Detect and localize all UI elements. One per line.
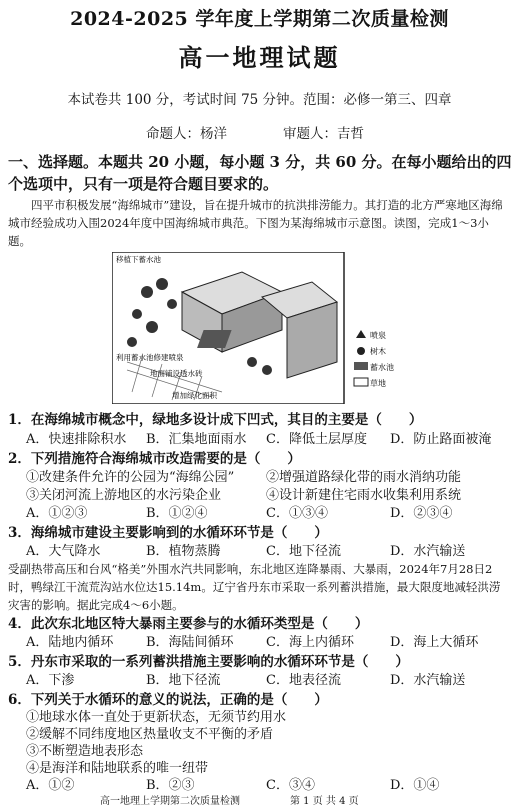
- q3-option-b[interactable]: B．植物蒸腾: [146, 544, 221, 559]
- figure-legend: [354, 330, 394, 388]
- q2-option-d[interactable]: D．②③④: [390, 506, 453, 521]
- setter: 命题人：杨洋: [146, 126, 227, 142]
- q4-option-a[interactable]: A．陆地内循环: [26, 635, 114, 650]
- q2-option-a[interactable]: A．①②③: [26, 506, 88, 521]
- pond-icon: [354, 362, 368, 370]
- q6-option-c[interactable]: C．③④: [266, 778, 315, 793]
- q1-stem: 1．在海绵城市概念中，绿地多设计成下凹式，其目的主要是（ ）: [8, 412, 423, 428]
- legend-fountain: 喷泉: [370, 331, 386, 340]
- q6-stem: 6．下列关于水循环的意义的说法，正确的是（ ）: [8, 692, 328, 708]
- q2-stem: 2．下列措施符合海绵城市改造需要的是（ ）: [8, 451, 301, 467]
- q1-option-a[interactable]: A．快速排除积水: [26, 432, 127, 447]
- q3-option-a[interactable]: A．大气降水: [26, 544, 101, 559]
- q6-item-3: ③不断塑造地表形态: [26, 744, 144, 759]
- q4-option-c[interactable]: C．海上内循环: [266, 635, 354, 650]
- passage-1: 四平市积极发展“海绵城市”建设，旨在提升城市的抗洪排涝能力。其打造的北方严寒地区海绵城市经验成功入围2024年度中国海绵城市典范。下图为某海绵城市示意图。读图，完成1～3小题。: [8, 198, 503, 248]
- q1-option-d[interactable]: D．防止路面被淹: [390, 432, 492, 447]
- q5-option-a[interactable]: A．下渗: [26, 673, 75, 688]
- q6-item-2: ②缓解不同纬度地区热量收支不平衡的矛盾: [26, 727, 274, 742]
- q6-option-d[interactable]: D．①④: [390, 778, 440, 793]
- q3-option-c[interactable]: C．地下径流: [266, 544, 341, 559]
- section-line-1: 一、选择题。本题共 20 小题，每小题 3 分，共 60 分。在每小题给出的四: [8, 153, 512, 171]
- exam-title: 2024-2025 学年度上学期第二次质量检测: [70, 8, 449, 30]
- tree-icon: [357, 347, 365, 355]
- q5-option-c[interactable]: C．地表径流: [266, 673, 341, 688]
- q2-item-4: ④设计新建住宅雨水收集利用系统: [266, 488, 462, 503]
- q1-option-c[interactable]: C．降低土层厚度: [266, 432, 367, 447]
- q4-option-d[interactable]: D．海上大循环: [390, 635, 479, 650]
- legend-grass: 草地: [370, 379, 386, 388]
- fountain-icon: [356, 330, 366, 338]
- q6-option-a[interactable]: A．①②: [26, 778, 75, 793]
- subject-title: 高一地理试题: [178, 43, 341, 72]
- q1-option-b[interactable]: B．汇集地面雨水: [146, 432, 247, 447]
- passage-2: 受副热带高压和台风“格美”外围水汽共同影响，东北地区连降暴雨、大暴雨，2024年7月28日2时，鸭绿江干流荒沟站水位达15.14m。辽宁省丹东市采取一系列蓄洪措施，最大限度地减轻洪涝灾害的影响。据此完成4～6小题。: [8, 562, 501, 612]
- label-permeable-bricks: 地面铺设透水砖: [150, 369, 203, 378]
- q5-option-d[interactable]: D．水汽输送: [390, 673, 466, 688]
- q3-option-d[interactable]: D．水汽输送: [390, 544, 466, 559]
- exam-meta: 本试卷共 100 分，考试时间 75 分钟。范围：必修一第三、四章: [67, 92, 452, 108]
- q5-stem: 5．丹东市采取的一系列蓄洪措施主要影响的水循环环节是（ ）: [8, 654, 409, 670]
- label-green-area: 增加绿化面积: [172, 391, 217, 400]
- q2-item-3: ③关闭河流上游地区的水污染企业: [26, 488, 222, 503]
- legend-pond: 蓄水池: [370, 363, 394, 372]
- footer-page: 第 1 页 共 4 页: [290, 796, 359, 807]
- section-line-2: 个选项中，只有一项是符合题目要求的。: [8, 175, 279, 193]
- q6-option-b[interactable]: B．②③: [146, 778, 195, 793]
- legend-tree: 树木: [370, 347, 386, 356]
- q2-option-c[interactable]: C．①③④: [266, 506, 328, 521]
- sponge-city-figure: [112, 252, 412, 404]
- label-roof-pond: 移植下蓄水池: [116, 255, 161, 264]
- q3-stem: 3．海绵城市建设主要影响到的水循环环节是（ ）: [8, 525, 328, 541]
- q2-option-b[interactable]: B．①②④: [146, 506, 208, 521]
- q5-option-b[interactable]: B．地下径流: [146, 673, 221, 688]
- q6-item-1: ①地球水体一直处于更新状态，无须节约用水: [26, 710, 287, 725]
- reviewer: 审题人：吉哲: [283, 126, 364, 142]
- footer-title: 高一地理上学期第二次质量检测: [100, 796, 240, 807]
- grass-icon: [354, 378, 368, 386]
- q6-item-4: ④是海洋和陆地联系的唯一纽带: [26, 761, 209, 776]
- q2-item-2: ②增强道路绿化带的雨水消纳功能: [266, 470, 462, 485]
- q4-option-b[interactable]: B．海陆间循环: [146, 635, 234, 650]
- q4-stem: 4．此次东北地区特大暴雨主要参与的水循环类型是（ ）: [8, 616, 369, 632]
- q2-item-1: ①改建条件允许的公园为“海绵公园”: [26, 470, 235, 485]
- section-heading: [8, 151, 512, 195]
- label-fountain-pond: 利用蓄水池修建喷泉: [116, 353, 184, 362]
